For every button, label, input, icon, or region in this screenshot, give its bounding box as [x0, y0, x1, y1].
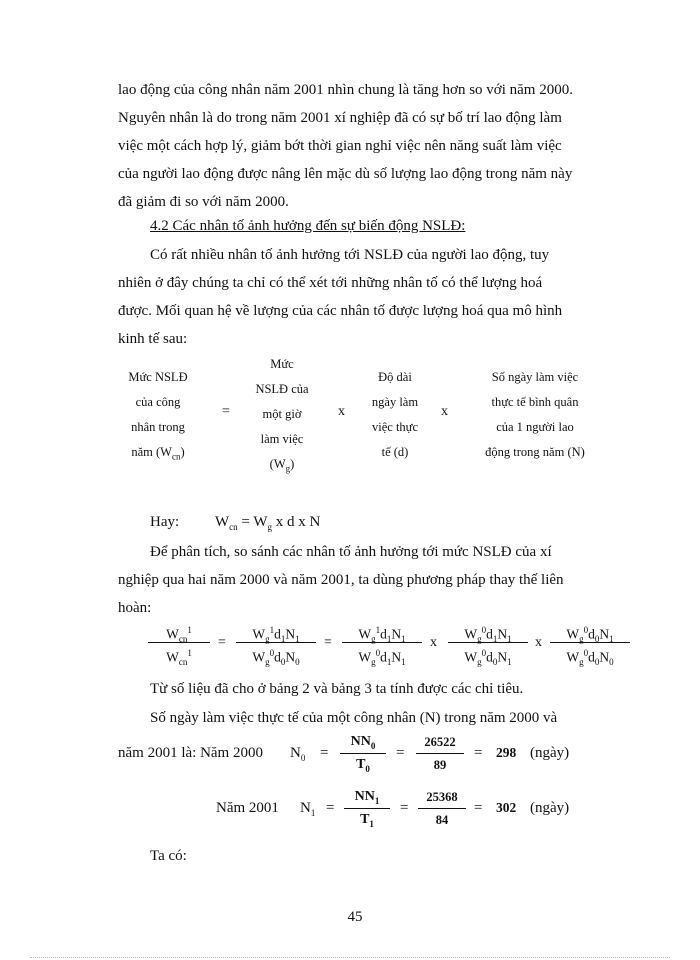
- calc-2000-unit: (ngày): [530, 745, 570, 761]
- calc-2001-prefix: Năm 2001: [216, 800, 279, 816]
- paragraph-2-line-4: kinh tế sau:: [118, 331, 188, 347]
- fraction-total: $W_g^1d_1N_1$ $W_g^0d_0N_0$: [236, 620, 316, 663]
- model-col-working-days: Số ngày làm việc thực tế bình quân của 1 người lao động trong năm (N): [485, 370, 585, 459]
- formula-short: $W_{cn} = W_g$ x d x N: [215, 514, 321, 532]
- paragraph-3-line-3: hoàn:: [118, 600, 152, 616]
- calc-2000-equals-1: =: [320, 745, 329, 761]
- page-number: 45: [347, 909, 363, 925]
- calc-2000-fraction-symbolic: $NN_0$ $T_0$: [340, 731, 386, 776]
- paragraph-1-line-3: việc một cách hợp lý, giảm bớt thời gian nghỉ việc nên năng suất làm việc: [118, 138, 562, 154]
- indicators-line: Từ số liệu đã cho ở bảng 2 và bảng 3 ta tính được các chỉ tiêu.: [150, 681, 524, 697]
- paragraph-3-line-1: Để phân tích, so sánh các nhân tố ảnh hưởng tới mức NSLĐ của xí: [150, 544, 552, 560]
- model-col-worker-productivity: Mức NSLĐ của công nhân trong năm $(W_{cn})$: [128, 370, 188, 462]
- model-equals: =: [222, 404, 230, 419]
- paragraph-4-line-1: Số ngày làm việc thực tế của một công nhân (N) trong năm 2000 và: [150, 710, 558, 726]
- formula-label: Hay:: [150, 514, 180, 530]
- calc-2001-equals-3: =: [474, 800, 483, 816]
- section-heading: 4.2 Các nhân tố ảnh hưởng đến sự biến động NSLĐ:: [150, 218, 466, 234]
- index-equals-1: =: [218, 635, 226, 650]
- model-col-day-length: Độ dài ngày làm việc thực tế (d): [371, 370, 419, 459]
- calc-2001-result: 302: [496, 800, 517, 815]
- calc-2000-equals-2: =: [396, 745, 405, 761]
- index-times-1: x: [430, 635, 437, 650]
- calc-2000-variable: $N_0$: [290, 745, 306, 763]
- calc-2001-variable: $N_1$: [300, 800, 316, 818]
- index-times-2: x: [535, 635, 542, 650]
- calc-2000-equals-3: =: [474, 745, 483, 761]
- model-col-hourly-productivity: Mức NSLĐ của một giờ làm việc $(W_g)$: [255, 357, 309, 474]
- calc-2001-equals-2: =: [400, 800, 409, 816]
- ta-co-line: Ta có:: [150, 848, 187, 864]
- index-equals-2: =: [324, 635, 332, 650]
- fraction-wg-effect: $W_g^1d_1N_1$ $W_g^0d_1N_1$: [342, 620, 422, 663]
- paragraph-1-line-4: của người lao động được nâng lên mặc dù số lượng lao động trong năm này: [118, 166, 573, 182]
- fraction-wcn: $W_{cn}^1$ $W_{cn}^1$: [148, 620, 210, 663]
- paragraph-1-line-1: lao động của công nhân năm 2001 nhìn chung là tăng hơn so với năm 2000.: [118, 82, 573, 98]
- calc-2001-unit: (ngày): [530, 800, 570, 816]
- model-times-2: x: [441, 404, 448, 419]
- calc-2000-prefix: năm 2001 là: Năm 2000: [118, 745, 263, 761]
- paragraph-2-line-3: được. Mối quan hệ về lượng của các nhân tố được lượng hoá qua mô hình: [118, 303, 563, 319]
- model-times-1: x: [338, 404, 345, 419]
- calc-2001-fraction-values: 25368 84: [418, 786, 466, 831]
- calc-2000-fraction-values: 26522 89: [416, 731, 464, 776]
- paragraph-1-line-5: đã giảm đi so với năm 2000.: [118, 194, 289, 210]
- paragraph-1-line-2: Nguyên nhân là do trong năm 2001 xí nghiệp đã có sự bố trí lao động làm: [118, 110, 562, 126]
- paragraph-2-line-2: nhiên ở đây chúng ta chỉ có thể xét tới những nhân tố có thể lượng hoá: [118, 275, 543, 291]
- calc-2001-fraction-symbolic: $NN_1$ $T_1$: [344, 786, 390, 831]
- page-bottom-divider: [30, 957, 670, 958]
- fraction-n-effect: $W_g^0d_0N_1$ $W_g^0d_0N_0$: [550, 620, 630, 663]
- calc-2000-result: 298: [496, 745, 517, 760]
- calc-2001-equals-1: =: [326, 800, 335, 816]
- fraction-d-effect: $W_g^0d_1N_1$ $W_g^0d_0N_1$: [448, 620, 528, 663]
- paragraph-3-line-2: nghiệp qua hai năm 2000 và năm 2001, ta dùng phương pháp thay thế liên: [118, 572, 564, 588]
- paragraph-2-line-1: Có rất nhiều nhân tố ảnh hưởng tới NSLĐ của người lao động, tuy: [150, 247, 550, 263]
